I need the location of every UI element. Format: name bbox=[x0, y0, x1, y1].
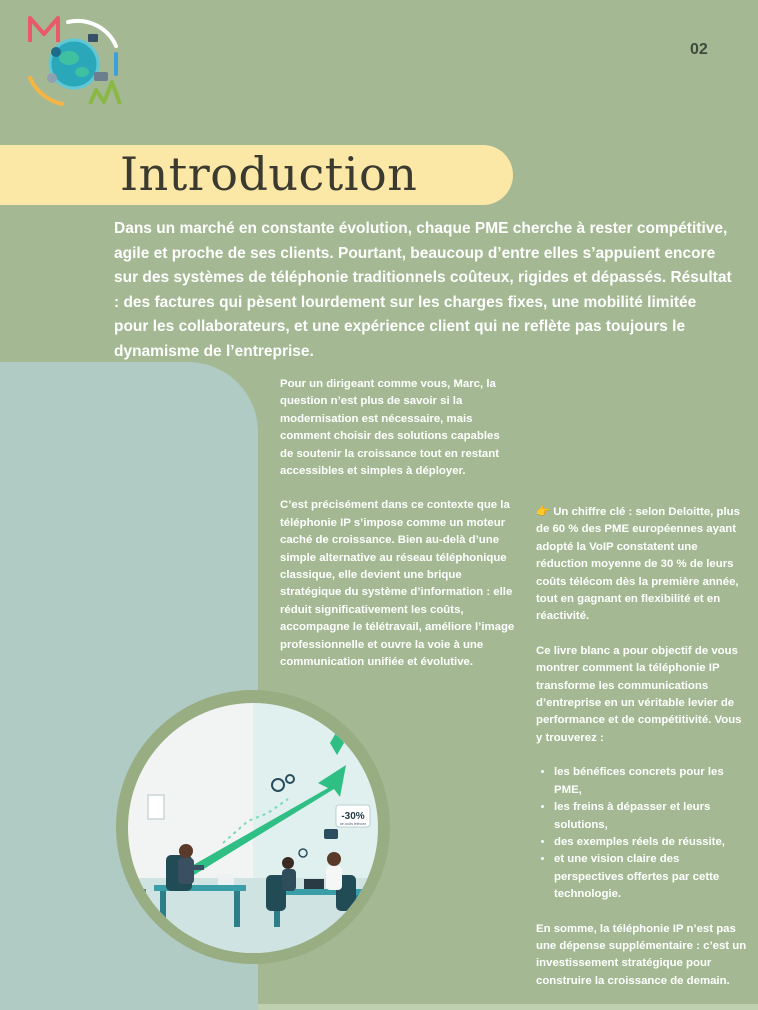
logo-graphic bbox=[24, 12, 124, 108]
intro-paragraph: Dans un marché en constante évolution, chaque PME cherche à rester compétitive, agile et proche de ses clients. Pourtant, beaucoup d’entre elles s’appuient encore sur des systèmes de téléphonie traditionnels coûteux, rigides et dépassés. Résultat : des factures qui pèsent lourdement sur les charges fixes, une mobilité limitée pour les collaborateurs, et une expérience client qui ne reflète pas toujours le dynamisme de l’entreprise. bbox=[114, 220, 732, 360]
savings-badge-value: -30% bbox=[341, 811, 365, 822]
list-item: • les freins à dépasser et leurs solutions, bbox=[554, 799, 750, 834]
key-figure-paragraph bbox=[536, 504, 750, 626]
conclusion-paragraph: En somme, la téléphonie IP n’est pas une dépense supplémentaire : c’est un investissement stratégique pour construire la croissance de demain. bbox=[536, 922, 747, 987]
goal-paragraph: Ce livre blanc a pour objectif de vous montrer comment la téléphonie IP transforme les communications d’entreprise en un véritable levier de performance et de compétitivité. Vous y trouverez : bbox=[536, 644, 742, 744]
savings-badge-caption: de coûts télécom bbox=[339, 822, 367, 826]
benefits-list bbox=[536, 764, 750, 903]
growth-illustration bbox=[128, 703, 378, 953]
list-item: • les bénéfices concrets pour les PME, bbox=[554, 764, 750, 799]
paragraph-ip-telephony: C’est précisément dans ce contexte que la téléphonie IP s’impose comme un moteur caché de croissance. Bien au-delà d’une simple alternative au réseau téléphonique classique, elle devient une brique stratégique du système d’information : elle réduit significativement les coûts, accompagne le télétravail, améliore l’image professionnelle et ouvre la voie à une communication unifiée et évolutive. bbox=[280, 499, 515, 669]
list-item: • et une vision claire des perspectives offertes par cette technologie. bbox=[554, 851, 750, 903]
middle-column bbox=[280, 376, 515, 689]
key-figure-text: Un chiffre clé : selon Deloitte, plus de 60 % des PME européennes ayant adopté la VoIP constatent une réduction moyenne de 30 % de leurs coûts télécom dès la première année, tout en gagnant en flexibilité et en réactivité. bbox=[536, 506, 740, 623]
page-number: 02 bbox=[690, 41, 708, 58]
paragraph-marc: Pour un dirigeant comme vous, Marc, la question n’est plus de savoir si la modernisation est nécessaire, mais comment choisir des solutions capables de soutenir la croissance tout en restant accessibles et simples à déployer. bbox=[280, 378, 500, 478]
right-column bbox=[536, 504, 750, 1007]
office-growth-image bbox=[128, 703, 378, 953]
pointing-hand-icon: 👉 bbox=[536, 506, 551, 518]
page-title: Introduction bbox=[120, 147, 418, 201]
list-item: • des exemples réels de réussite, bbox=[554, 834, 750, 851]
company-logo bbox=[24, 12, 124, 108]
